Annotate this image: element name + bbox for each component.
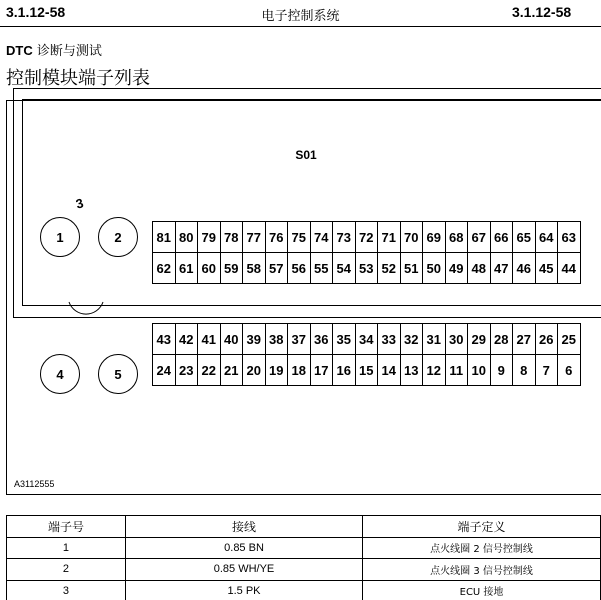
pin-cell: 23 [175, 355, 198, 386]
pin-cell: 50 [423, 253, 446, 284]
section-code: DTC [6, 43, 33, 58]
cell-wire: 0.85 WH/YE [125, 559, 362, 581]
pin-cell: 9 [490, 355, 513, 386]
pin-cell: 18 [288, 355, 311, 386]
pin-cell: 69 [423, 222, 446, 253]
pin-cell: 35 [333, 324, 356, 355]
connector-label: S01 [295, 148, 317, 162]
pin-cell: 8 [513, 355, 536, 386]
pin-cell: 60 [198, 253, 221, 284]
pin-cell: 22 [198, 355, 221, 386]
pin-grid-bottom [152, 323, 581, 386]
page-number-left: 3.1.12-58 [6, 4, 66, 20]
pin-cell: 51 [400, 253, 423, 284]
page-title: 控制模块端子列表 [6, 68, 150, 89]
chapter-title: 电子控制系统 [261, 9, 340, 24]
pin-cell: 6 [558, 355, 581, 386]
header-rule [0, 26, 601, 27]
pin-cell: 13 [400, 355, 423, 386]
header-pin: 端子号 [7, 516, 126, 538]
round-pin-2: 2 [98, 217, 138, 257]
pin-cell: 44 [558, 253, 581, 284]
pin-cell: 29 [468, 324, 491, 355]
pin-cell: 75 [288, 222, 311, 253]
pin-cell: 39 [243, 324, 266, 355]
pin-cell: 40 [220, 324, 243, 355]
pin-cell: 14 [378, 355, 401, 386]
pin-cell: 71 [378, 222, 401, 253]
pin-cell: 52 [378, 253, 401, 284]
pin-cell: 36 [310, 324, 333, 355]
pin-cell: 73 [333, 222, 356, 253]
pin-cell: 38 [265, 324, 288, 355]
pin-cell: 78 [220, 222, 243, 253]
pin-cell: 58 [243, 253, 266, 284]
pin-cell: 31 [423, 324, 446, 355]
pin-cell: 48 [468, 253, 491, 284]
pin-row-bottom-2 [153, 355, 581, 386]
pin-cell: 34 [355, 324, 378, 355]
pin-cell: 30 [445, 324, 468, 355]
pin-cell: 63 [558, 222, 581, 253]
table-row [7, 559, 601, 581]
cell-pin: 3 [7, 580, 126, 600]
cell-pin: 1 [7, 537, 126, 559]
header-wire: 接线 [125, 516, 362, 538]
table-row [7, 580, 601, 600]
pin-cell: 24 [153, 355, 176, 386]
table-header-row [7, 516, 601, 538]
pin-cell: 45 [535, 253, 558, 284]
round-pin-5: 5 [98, 354, 138, 394]
pin-row-top-2 [153, 253, 581, 284]
pin-cell: 27 [513, 324, 536, 355]
pin-cell: 28 [490, 324, 513, 355]
cell-wire: 0.85 BN [125, 537, 362, 559]
round-pin-3-outline [66, 288, 106, 328]
pin-cell: 26 [535, 324, 558, 355]
pin-cell: 32 [400, 324, 423, 355]
pin-cell: 42 [175, 324, 198, 355]
pin-cell: 17 [310, 355, 333, 386]
cell-definition: 点火线圈 2 信号控制线 [363, 537, 601, 559]
pin-cell: 76 [265, 222, 288, 253]
pin-cell: 41 [198, 324, 221, 355]
pin-cell: 59 [220, 253, 243, 284]
pin-cell: 67 [468, 222, 491, 253]
pin-cell: 81 [153, 222, 176, 253]
pin-cell: 56 [288, 253, 311, 284]
pin-row-top-1 [153, 222, 581, 253]
pin-cell: 53 [355, 253, 378, 284]
pin-cell: 15 [355, 355, 378, 386]
pin-cell: 55 [310, 253, 333, 284]
pin-cell: 12 [423, 355, 446, 386]
header-definition: 端子定义 [363, 516, 601, 538]
pin-cell: 47 [490, 253, 513, 284]
pin-grid-top [152, 221, 581, 284]
pin-cell: 74 [310, 222, 333, 253]
round-pin-3: 3 [74, 195, 86, 212]
pin-cell: 79 [198, 222, 221, 253]
pin-cell: 19 [265, 355, 288, 386]
pin-cell: 72 [355, 222, 378, 253]
pin-cell: 33 [378, 324, 401, 355]
pin-cell: 10 [468, 355, 491, 386]
pin-cell: 54 [333, 253, 356, 284]
cell-definition: 点火线圈 3 信号控制线 [363, 559, 601, 581]
cell-wire: 1.5 PK [125, 580, 362, 600]
pin-cell: 37 [288, 324, 311, 355]
section-text: 诊断与测试 [36, 44, 102, 59]
pin-row-bottom-1 [153, 324, 581, 355]
pin-cell: 77 [243, 222, 266, 253]
pin-cell: 20 [243, 355, 266, 386]
cell-pin: 2 [7, 559, 126, 581]
round-pin-4: 4 [40, 354, 80, 394]
terminal-table [6, 515, 601, 600]
pin-cell: 62 [153, 253, 176, 284]
pin-cell: 80 [175, 222, 198, 253]
pin-cell: 49 [445, 253, 468, 284]
pin-cell: 7 [535, 355, 558, 386]
figure-id: A3112555 [14, 479, 55, 489]
pin-cell: 43 [153, 324, 176, 355]
cell-definition: ECU 接地 [363, 580, 601, 600]
pin-cell: 21 [220, 355, 243, 386]
page-number-right: 3.1.12-58 [512, 4, 572, 20]
pin-cell: 46 [513, 253, 536, 284]
pin-cell: 65 [513, 222, 536, 253]
pin-cell: 57 [265, 253, 288, 284]
pin-cell: 16 [333, 355, 356, 386]
pin-cell: 70 [400, 222, 423, 253]
pin-cell: 66 [490, 222, 513, 253]
pin-cell: 68 [445, 222, 468, 253]
table-row [7, 537, 601, 559]
pin-cell: 64 [535, 222, 558, 253]
section-heading [6, 40, 102, 59]
pin-cell: 25 [558, 324, 581, 355]
pin-cell: 61 [175, 253, 198, 284]
pin-cell: 11 [445, 355, 468, 386]
round-pin-1: 1 [40, 217, 80, 257]
